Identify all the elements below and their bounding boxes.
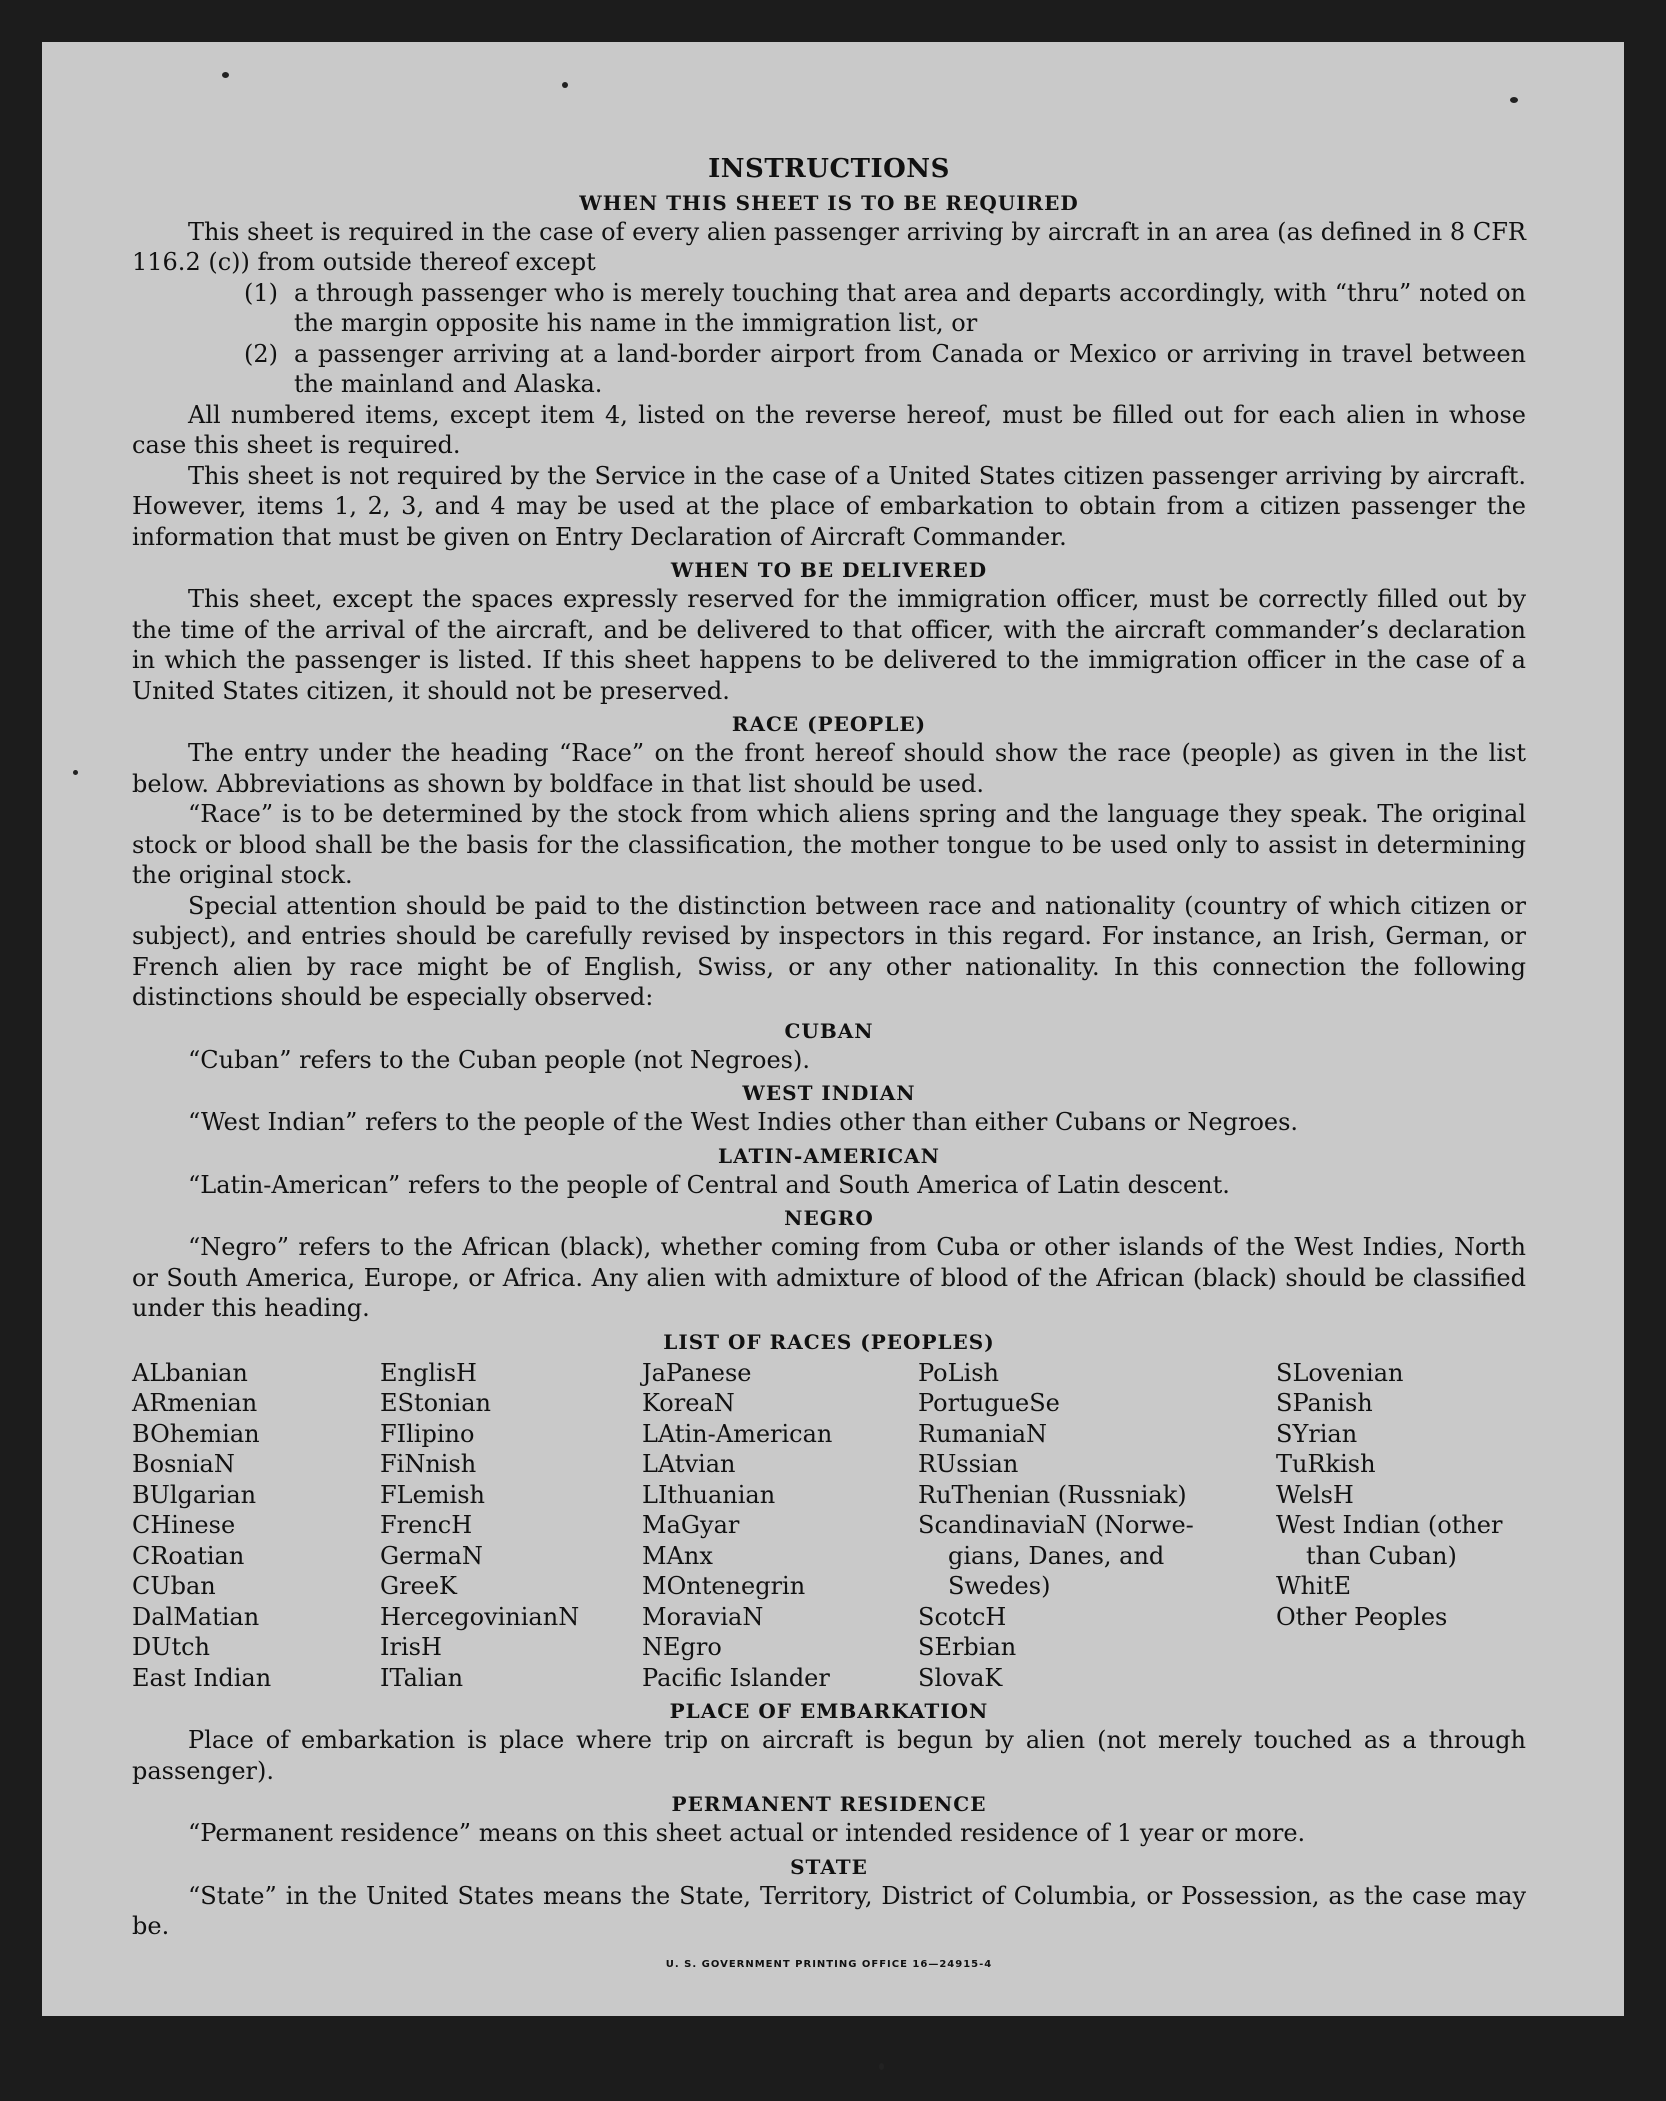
heading-embarkation: PLACE OF EMBARKATION [669, 1699, 989, 1723]
paragraph: “Negro” refers to the African (black), whether coming from Cuba or other islands of the West Indies, North or South America, Europe, or Africa. Any alien with admixture of blood of the African (black) should be classified under this heading. [132, 1233, 1526, 1322]
paragraph: The entry under the heading “Race” on the front hereof should show the race (people) as given in the list below. Abbreviations as shown by boldface in that list should be used. [132, 739, 1526, 798]
list-item: RuThenian (Russniak) [918, 1480, 1187, 1509]
list-item: KoreaN [642, 1389, 735, 1417]
list-item: SYrian [1276, 1419, 1358, 1448]
list-item: GermaN [380, 1541, 483, 1570]
list-item: BOhemian [132, 1419, 260, 1448]
heading-permanent-residence: PERMANENT RESIDENCE [671, 1792, 987, 1816]
list-item: EStonian [380, 1389, 491, 1417]
heading-west-indian: WEST INDIAN [742, 1081, 916, 1105]
list-item: DUtch [132, 1633, 211, 1661]
list-item: than Cuban) [1306, 1541, 1457, 1570]
list-item: JaPanese [642, 1358, 752, 1387]
paragraph: This sheet is required in the case of every alien passenger arriving by aircraft in an area (as defined in 8 CFR 116.2 (c)) from outside thereof except [132, 217, 1526, 276]
list-item: ITalian [380, 1663, 464, 1692]
list-item: FrencH [380, 1511, 473, 1539]
scan-speck [222, 72, 229, 78]
list-item: ScandinaviaN (Norwe- [918, 1511, 1194, 1539]
list-item: DalMatian [132, 1602, 260, 1631]
list-item: CHinese [132, 1511, 236, 1539]
list-item: MOntenegrin [642, 1572, 806, 1600]
list-item: ScotcH [918, 1602, 1007, 1631]
list-item: SErbian [918, 1633, 1017, 1661]
list-item: BUlgarian [132, 1480, 257, 1509]
scan-speck [1510, 97, 1518, 103]
races-list [132, 1358, 1526, 1694]
item-text: a through passenger who is merely touching that area and departs accordingly, with “thru” noted on the margin opposite his name in the immigration list, or [294, 278, 1526, 337]
paragraph: All numbered items, except item 4, listed on the reverse hereof, must be filled out for each alien in whose case this sheet is required. [132, 400, 1526, 459]
list-item: TuRkish [1276, 1450, 1376, 1478]
list-item: Swedes) [948, 1572, 1051, 1600]
paragraph: “Latin-American” refers to the people of Central and South America of Latin descent. [188, 1170, 1230, 1199]
list-item: FIlipino [380, 1419, 475, 1448]
paragraph: Place of embarkation is place where trip on aircraft is begun by alien (not merely touched as a through passenger). [132, 1726, 1526, 1785]
list-item: IrisH [380, 1633, 442, 1661]
instruction-sheet [42, 42, 1624, 2016]
list-item: WelsH [1276, 1480, 1354, 1509]
heading-when-delivered: WHEN TO BE DELIVERED [670, 558, 988, 582]
page-title: INSTRUCTIONS [708, 154, 950, 184]
list-item: SPanish [1276, 1389, 1373, 1417]
list-item: GreeK [380, 1572, 457, 1600]
printing-office-footer: U. S. GOVERNMENT PRINTING OFFICE 16—24915-4 [665, 1958, 993, 1970]
list-item: FiNnish [380, 1450, 477, 1478]
list-item: FLemish [380, 1480, 485, 1509]
paragraph: “Permanent residence” means on this sheet actual or intended residence of 1 year or more. [188, 1819, 1306, 1847]
paragraph: “State” in the United States means the State, Territory, District of Columbia, or Possession, as the case may be. [132, 1881, 1526, 1940]
item-number: (1) [244, 278, 278, 307]
list-item: WhitE [1276, 1572, 1351, 1600]
list-item: BosniaN [132, 1450, 235, 1478]
list-item: MAnx [642, 1541, 713, 1570]
heading-race: RACE (PEOPLE) [731, 712, 927, 736]
scan-speck [562, 82, 568, 88]
list-item: EnglisH [380, 1358, 477, 1387]
heading-cuban: CUBAN [784, 1018, 874, 1043]
list-item: LAtin-American [642, 1419, 833, 1448]
heading-list-of-races: LIST OF RACES (PEOPLES) [663, 1329, 995, 1354]
list-item: NEgro [642, 1633, 722, 1661]
list-item: West Indian (other [1276, 1511, 1503, 1539]
list-item: HercegovinianN [380, 1602, 580, 1631]
scan-speck [73, 770, 78, 775]
paragraph: This sheet is not required by the Service in the case of a United States citizen passenger arriving by aircraft. However, items 1, 2, 3, and 4 may be used at the place of embarkation to obtain from a citizen passenger the information that must be given on Entry Declaration of Aircraft Commander. [132, 461, 1526, 551]
paragraph: Special attention should be paid to the distinction between race and nationality (country of which citizen or subject), and entries should be carefully revised by inspectors in this regard. For instance, an Irish, German, or French alien by race might be of English, Swiss, or any other nationality. In this connection the following distinctions should be especially observed: [132, 891, 1526, 1011]
races-column-1 [132, 1358, 380, 1694]
list-item: SLovenian [1276, 1358, 1404, 1387]
paragraph: “West Indian” refers to the people of the West Indies other than either Cubans or Negroes. [188, 1108, 1299, 1136]
list-item: CRoatian [132, 1541, 245, 1570]
list-item: Other Peoples [1276, 1602, 1448, 1631]
races-column-3 [642, 1358, 918, 1694]
scan-speck [879, 2063, 884, 2070]
list-item: Pacific Islander [642, 1663, 830, 1692]
list-item [244, 339, 1526, 400]
list-item: East Indian [132, 1663, 272, 1692]
list-item: RUssian [918, 1450, 1019, 1478]
item-text: a passenger arriving at a land-border airport from Canada or Mexico or arriving in travel between the mainland and Alaska. [294, 339, 1526, 398]
races-column-5 [1276, 1358, 1526, 1694]
races-column-4 [918, 1358, 1276, 1694]
list-item: SlovaK [918, 1663, 1003, 1692]
item-number: (2) [244, 339, 278, 368]
list-item: LAtvian [642, 1450, 736, 1478]
list-item: PoLish [918, 1358, 1000, 1387]
paragraph: “Cuban” refers to the Cuban people (not Negroes). [188, 1045, 810, 1074]
races-column-2 [380, 1358, 642, 1694]
heading-state: STATE [790, 1854, 868, 1879]
heading-latin-american: LATIN-AMERICAN [718, 1143, 940, 1168]
paragraph: This sheet, except the spaces expressly reserved for the immigration officer, must be correctly filled out by the time of the arrival of the aircraft, and be delivered to that officer, with the aircraft commander’s declaration in which the passenger is listed. If this sheet happens to be delivered to the immigration officer in the case of a United States citizen, it should not be preserved. [132, 585, 1526, 705]
list-item: CUban [132, 1572, 216, 1600]
list-item: ALbanian [132, 1358, 248, 1387]
list-item: RumaniaN [918, 1419, 1048, 1448]
list-item: LIthuanian [642, 1480, 776, 1509]
list-item: PortugueSe [918, 1389, 1060, 1417]
list-item: ARmenian [132, 1389, 258, 1417]
list-item: gians, Danes, and [948, 1541, 1165, 1570]
list-item: MaGyar [642, 1511, 740, 1539]
list-item: MoraviaN [642, 1602, 764, 1631]
list-item [244, 278, 1526, 339]
heading-when-required: WHEN THIS SHEET IS TO BE REQUIRED [579, 190, 1079, 215]
paragraph: “Race” is to be determined by the stock from which aliens spring and the language they speak. The original stock or blood shall be the basis for the classification, the mother tongue to be used only to assist in determining the original stock. [132, 800, 1526, 889]
heading-negro: NEGRO [784, 1206, 874, 1230]
